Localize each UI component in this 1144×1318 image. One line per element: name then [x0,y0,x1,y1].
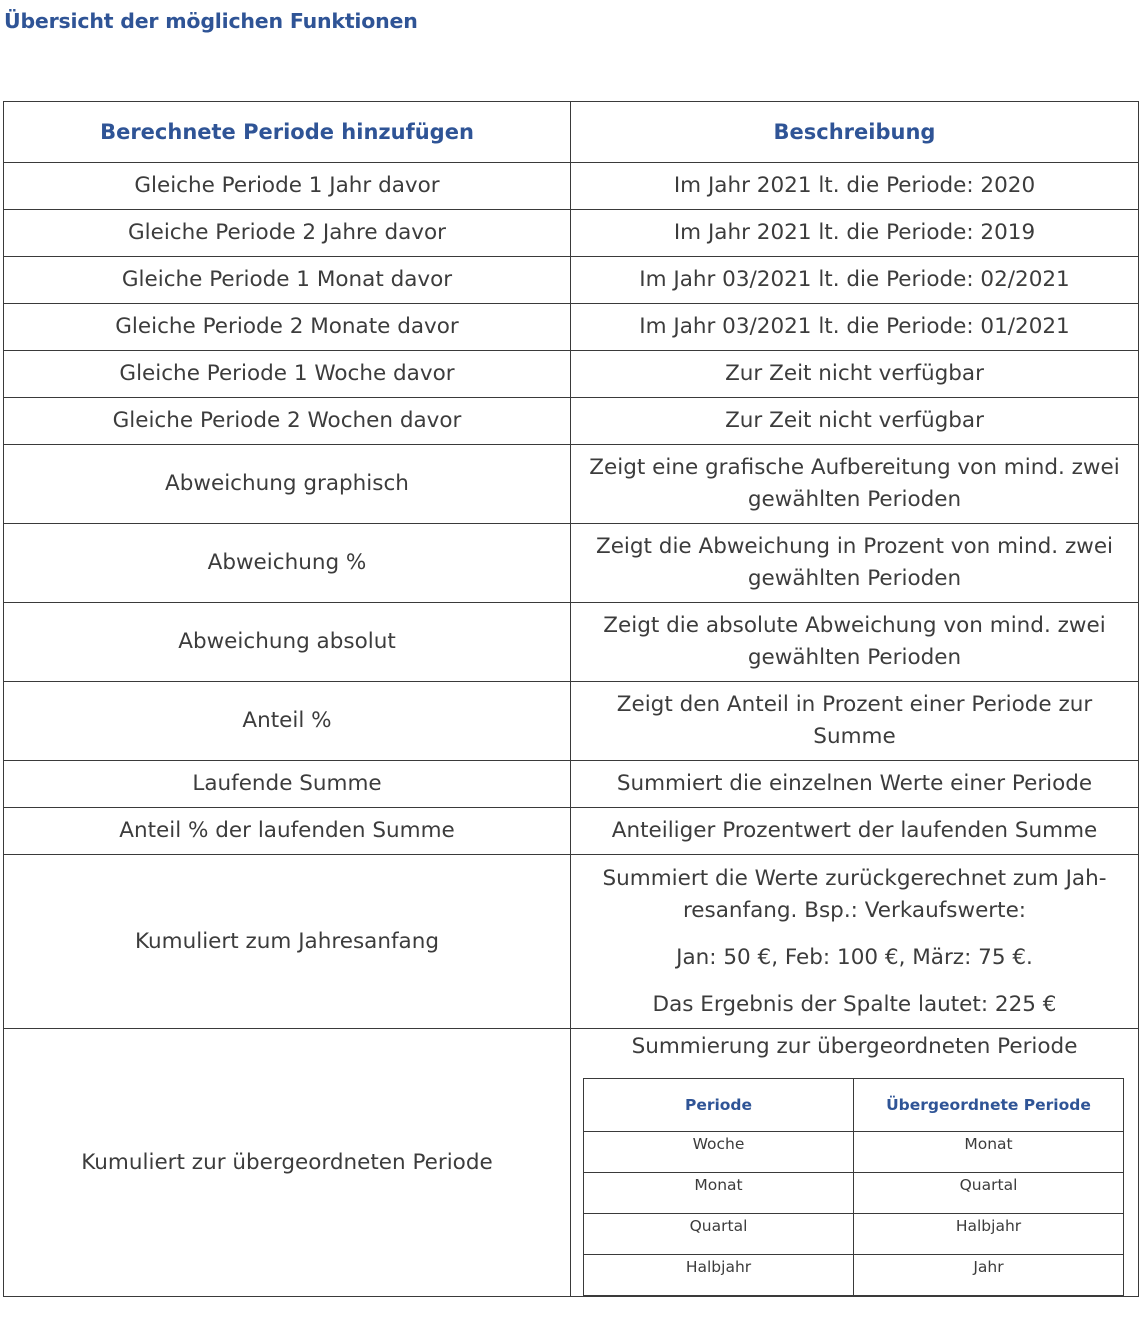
description-cell: Summiert die einzelnen Werte einer Periode [571,761,1139,808]
function-cell: Gleiche Periode 2 Jahre davor [4,210,571,257]
table-row [4,603,1139,682]
description-line: Zeigt die Abweichung in Prozent von mind. zwei [595,534,1114,559]
function-cell: Laufende Summe [4,761,571,808]
table-row [4,257,1139,304]
description-line: Summiert die Werte zurückgerechnet zum Jah- [602,865,1107,891]
sub-table-row [584,1255,1124,1296]
table-row [4,351,1139,398]
description-cell [571,855,1139,1029]
function-cell: Gleiche Periode 2 Wochen davor [4,398,571,445]
description-cell [571,682,1139,761]
sub-table-row [584,1173,1124,1214]
table-row [4,210,1139,257]
description-line: Zeigt den Anteil in Prozent einer Periode zur [616,692,1093,717]
description-cell [571,603,1139,682]
table-row [4,398,1139,445]
description-line: Summierung zur übergeordneten Periode [631,1034,1078,1059]
table-row [4,304,1139,351]
table-row [4,682,1139,761]
description-line: Jan: 50 €, Feb: 100 €, März: 75 €. [676,944,1033,970]
description-cell: Im Jahr 2021 lt. die Periode: 2020 [571,163,1139,210]
description-cell: Im Jahr 03/2021 lt. die Periode: 01/2021 [571,304,1139,351]
description-line: Summe [813,724,896,749]
function-cell: Gleiche Periode 2 Monate davor [4,304,571,351]
description-line: Zeigt die absolute Abweichung von mind. zwei [603,613,1106,638]
functions-table [3,101,1139,1297]
description-line: resanfang. Bsp.: Verkaufswerte: [682,897,1027,923]
description-line: gewählten Perioden [747,487,962,512]
description-cell [571,445,1139,524]
parent-period-cell: Quartal [854,1173,1124,1214]
parent-period-cell: Jahr [854,1255,1124,1296]
function-cell: Gleiche Periode 1 Monat davor [4,257,571,304]
period-mapping-table [583,1078,1124,1296]
description-line: Das Ergebnis der Spalte lautet: 225 € [652,991,1057,1017]
column-header-function: Berechnete Periode hinzufügen [4,102,571,163]
sub-table-row [584,1132,1124,1173]
period-cell: Quartal [584,1214,854,1255]
table-header-row [4,102,1139,163]
function-cell: Anteil % der laufenden Summe [4,808,571,855]
parent-period-cell: Monat [854,1132,1124,1173]
function-cell: Gleiche Periode 1 Woche davor [4,351,571,398]
function-cell: Kumuliert zum Jahresanfang [4,855,571,1029]
function-cell: Abweichung graphisch [4,445,571,524]
sub-column-header-parent-period: Übergeordnete Periode [854,1079,1124,1132]
description-cell: Im Jahr 03/2021 lt. die Periode: 02/2021 [571,257,1139,304]
period-cell: Woche [584,1132,854,1173]
table-row [4,163,1139,210]
description-cell: Zur Zeit nicht verfügbar [571,398,1139,445]
description-cell [571,1029,1139,1297]
table-row [4,1029,1139,1297]
function-cell: Abweichung % [4,524,571,603]
function-cell: Anteil % [4,682,571,761]
description-line: gewählten Perioden [747,645,962,670]
table-row [4,524,1139,603]
page-title: Übersicht der möglichen Funktionen [4,9,418,33]
function-cell: Kumuliert zur übergeordneten Periode [4,1029,571,1297]
function-cell: Abweichung absolut [4,603,571,682]
sub-column-header-period: Periode [584,1079,854,1132]
table-row [4,855,1139,1029]
column-header-description: Beschreibung [571,102,1139,163]
description-line: gewählten Perioden [747,566,962,591]
sub-table-row [584,1214,1124,1255]
description-line: Zeigt eine grafische Aufbereitung von mind. zwei [589,455,1120,480]
description-cell: Zur Zeit nicht verfügbar [571,351,1139,398]
function-cell: Gleiche Periode 1 Jahr davor [4,163,571,210]
description-cell: Anteiliger Prozentwert der laufenden Summe [571,808,1139,855]
table-row [4,761,1139,808]
description-cell: Im Jahr 2021 lt. die Periode: 2019 [571,210,1139,257]
sub-table-header-row [584,1079,1124,1132]
parent-period-cell: Halbjahr [854,1214,1124,1255]
table-row [4,445,1139,524]
description-cell [571,524,1139,603]
period-cell: Halbjahr [584,1255,854,1296]
table-row [4,808,1139,855]
period-cell: Monat [584,1173,854,1214]
